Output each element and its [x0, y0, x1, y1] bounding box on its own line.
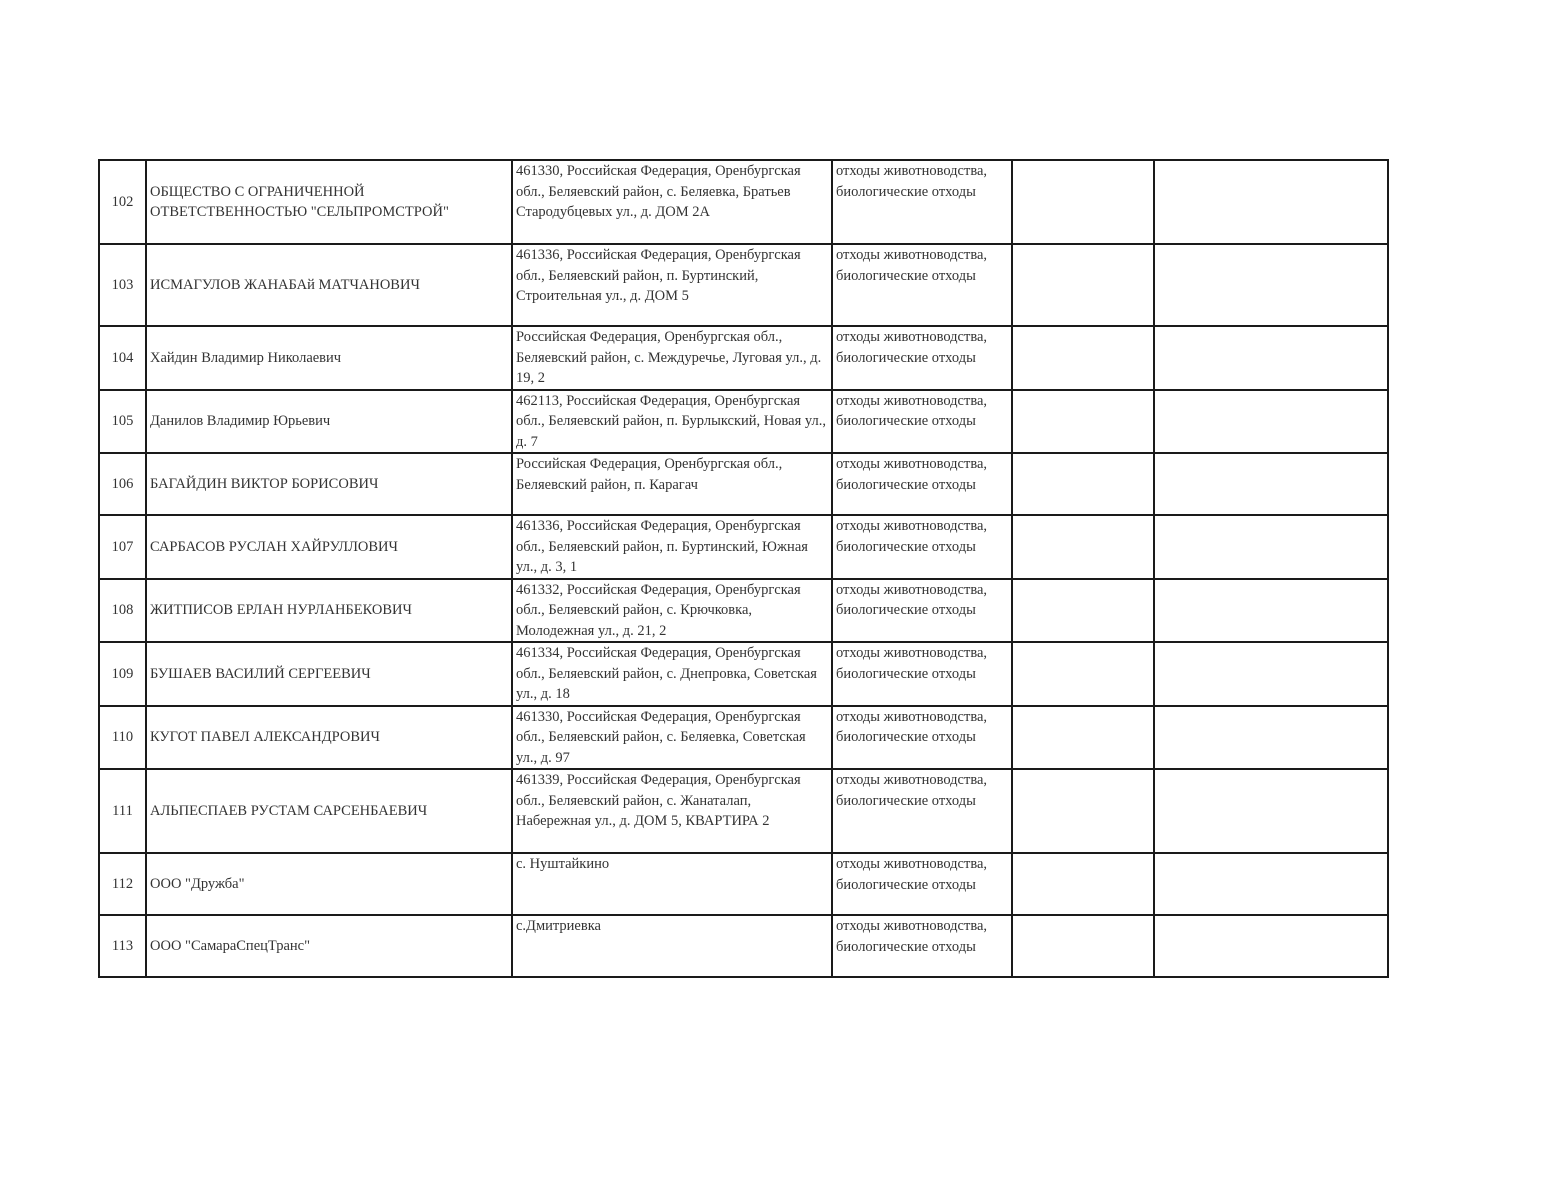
- waste-type-cell: [832, 160, 1012, 244]
- empty-cell: [1012, 390, 1154, 454]
- row-number-cell: 109: [99, 642, 146, 706]
- empty-cell: [1012, 769, 1154, 853]
- empty-cell: [1154, 642, 1388, 706]
- empty-cell: [1154, 706, 1388, 770]
- entity-name-cell: ООО "СамараСпецТранс": [146, 915, 512, 977]
- empty-cell: [1012, 915, 1154, 977]
- waste-type-line: отходы животноводства,: [836, 772, 988, 788]
- waste-type-line: биологические отходы: [836, 183, 976, 200]
- waste-type-line: биологические отходы: [836, 602, 976, 618]
- table-row: [99, 160, 1388, 244]
- address-cell: 461332, Российская Федерация, Оренбургская обл., Беляевский район, с. Крючковка, Молодежная ул., д. 21, 2: [512, 579, 832, 643]
- table-row: [99, 515, 1388, 579]
- empty-cell: [1012, 244, 1154, 326]
- entity-name-cell: КУГОТ ПАВЕЛ АЛЕКСАНДРОВИЧ: [146, 706, 512, 770]
- entity-name-cell: ЖИТПИСОВ ЕРЛАН НУРЛАНБЕКОВИЧ: [146, 579, 512, 643]
- row-number-cell: 105: [99, 390, 146, 454]
- row-number-cell: 113: [99, 915, 146, 977]
- waste-type-cell: [832, 853, 1012, 915]
- table-row: [99, 326, 1388, 390]
- row-number-cell: 102: [99, 160, 146, 244]
- waste-type-cell: [832, 642, 1012, 706]
- entity-name-cell: БАГАЙДИН ВИКТОР БОРИСОВИЧ: [146, 453, 512, 515]
- empty-cell: [1012, 160, 1154, 244]
- waste-type-line: биологические отходы: [836, 476, 976, 493]
- address-cell: Российская Федерация, Оренбургская обл., Беляевский район, п. Карагач: [512, 453, 832, 515]
- table-row: [99, 769, 1388, 853]
- empty-cell: [1154, 160, 1388, 244]
- address-cell: 462113, Российская Федерация, Оренбургская обл., Беляевский район, п. Бурлыкский, Новая ул., д. 7: [512, 390, 832, 454]
- entity-name-cell: Хайдин Владимир Николаевич: [146, 326, 512, 390]
- waste-type-line: отходы животноводства,: [836, 856, 988, 872]
- empty-cell: [1012, 515, 1154, 579]
- entity-name-cell: ОБЩЕСТВО С ОГРАНИЧЕННОЙ ОТВЕТСТВЕННОСТЬЮ "СЕЛЬПРОМСТРОЙ": [146, 160, 512, 244]
- entity-name-cell: АЛЬПЕСПАЕВ РУСТАМ САРСЕНБАЕВИЧ: [146, 769, 512, 853]
- table-row: [99, 706, 1388, 770]
- table-row: [99, 642, 1388, 706]
- address-cell: с. Нуштайкино: [512, 853, 832, 915]
- waste-type-cell: [832, 706, 1012, 770]
- empty-cell: [1154, 244, 1388, 326]
- waste-type-cell: [832, 515, 1012, 579]
- empty-cell: [1012, 326, 1154, 390]
- table-row: [99, 453, 1388, 515]
- empty-cell: [1154, 515, 1388, 579]
- waste-type-line: отходы животноводства,: [836, 329, 988, 345]
- empty-cell: [1154, 579, 1388, 643]
- empty-cell: [1012, 579, 1154, 643]
- entity-name-cell: ООО "Дружба": [146, 853, 512, 915]
- waste-type-line: отходы животноводства,: [836, 163, 988, 179]
- row-number-cell: 111: [99, 769, 146, 853]
- entity-name-cell: САРБАСОВ РУСЛАН ХАЙРУЛЛОВИЧ: [146, 515, 512, 579]
- waste-type-line: биологические отходы: [836, 538, 976, 555]
- empty-cell: [1154, 853, 1388, 915]
- waste-type-cell: [832, 769, 1012, 853]
- empty-cell: [1012, 642, 1154, 706]
- waste-type-line: биологические отходы: [836, 729, 976, 745]
- table-row: [99, 244, 1388, 326]
- row-number-cell: 106: [99, 453, 146, 515]
- empty-cell: [1012, 453, 1154, 515]
- waste-type-cell: [832, 453, 1012, 515]
- entity-name-cell: Данилов Владимир Юрьевич: [146, 390, 512, 454]
- address-cell: 461330, Российская Федерация, Оренбургская обл., Беляевский район, с. Беляевка, Братьев Стародубцевых ул., д. ДОМ 2А: [512, 160, 832, 244]
- address-cell: 461334, Российская Федерация, Оренбургская обл., Беляевский район, с. Днепровка, Советская ул., д. 18: [512, 642, 832, 706]
- address-cell: Российская Федерация, Оренбургская обл., Беляевский район, с. Междуречье, Луговая ул., д. 19, 2: [512, 326, 832, 390]
- waste-type-line: биологические отходы: [836, 413, 976, 429]
- waste-type-line: отходы животноводства,: [836, 645, 988, 661]
- waste-type-line: отходы животноводства,: [836, 918, 988, 934]
- row-number-cell: 108: [99, 579, 146, 643]
- empty-cell: [1154, 915, 1388, 977]
- table-row: [99, 853, 1388, 915]
- waste-type-line: отходы животноводства,: [836, 708, 988, 725]
- waste-type-cell: [832, 326, 1012, 390]
- waste-type-line: биологические отходы: [836, 938, 976, 955]
- row-number-cell: 103: [99, 244, 146, 326]
- waste-type-line: отходы животноводства,: [836, 518, 988, 534]
- empty-cell: [1154, 453, 1388, 515]
- row-number-cell: 107: [99, 515, 146, 579]
- row-number-cell: 104: [99, 326, 146, 390]
- table-row: [99, 915, 1388, 977]
- waste-type-line: отходы животноводства,: [836, 456, 988, 472]
- address-cell: 461330, Российская Федерация, Оренбургская обл., Беляевский район, с. Беляевка, Советская ул., д. 97: [512, 706, 832, 770]
- waste-type-cell: [832, 579, 1012, 643]
- waste-type-cell: [832, 244, 1012, 326]
- empty-cell: [1154, 390, 1388, 454]
- empty-cell: [1012, 853, 1154, 915]
- waste-type-line: биологические отходы: [836, 349, 976, 366]
- table-row: [99, 390, 1388, 454]
- entity-name-cell: БУШАЕВ ВАСИЛИЙ СЕРГЕЕВИЧ: [146, 642, 512, 706]
- address-cell: 461336, Российская Федерация, Оренбургская обл., Беляевский район, п. Буртинский, Строительная ул., д. ДОМ 5: [512, 244, 832, 326]
- waste-type-line: отходы животноводства,: [836, 247, 988, 263]
- waste-registry-table: [98, 159, 1389, 978]
- table-body: [99, 160, 1388, 977]
- row-number-cell: 112: [99, 853, 146, 915]
- waste-type-line: биологические отходы: [836, 876, 976, 893]
- address-cell: 461339, Российская Федерация, Оренбургская обл., Беляевский район, с. Жанаталап, Набережная ул., д. ДОМ 5, КВАРТИРА 2: [512, 769, 832, 853]
- table-row: [99, 579, 1388, 643]
- empty-cell: [1154, 769, 1388, 853]
- waste-type-line: биологические отходы: [836, 792, 976, 809]
- row-number-cell: 110: [99, 706, 146, 770]
- waste-type-line: биологические отходы: [836, 665, 976, 682]
- address-cell: с.Дмитриевка: [512, 915, 832, 977]
- entity-name-cell: ИСМАГУЛОВ ЖАНАБАй МАТЧАНОВИЧ: [146, 244, 512, 326]
- waste-type-cell: [832, 915, 1012, 977]
- address-cell: 461336, Российская Федерация, Оренбургская обл., Беляевский район, п. Буртинский, Южная ул., д. 3, 1: [512, 515, 832, 579]
- waste-type-line: биологические отходы: [836, 267, 976, 284]
- waste-type-cell: [832, 390, 1012, 454]
- waste-type-line: отходы животноводства,: [836, 581, 988, 598]
- waste-type-line: отходы животноводства,: [836, 392, 988, 409]
- empty-cell: [1154, 326, 1388, 390]
- empty-cell: [1012, 706, 1154, 770]
